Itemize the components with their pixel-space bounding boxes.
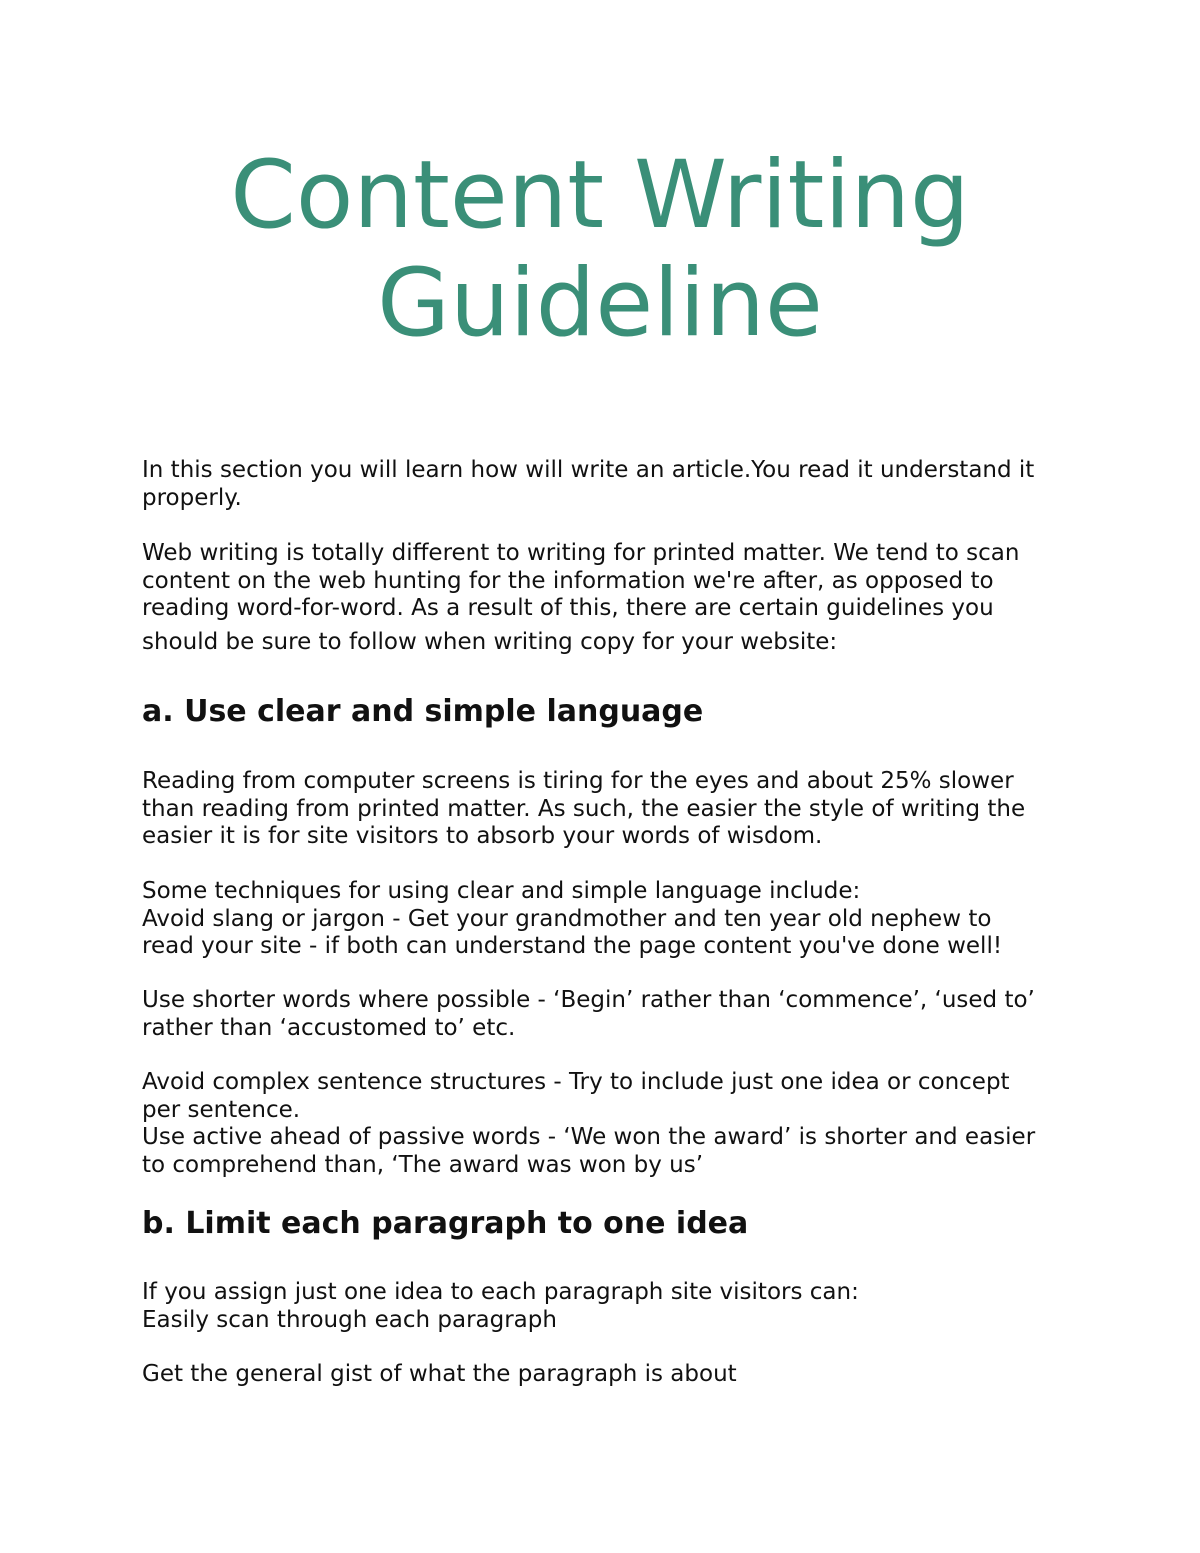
text-line: Avoid complex sentence structures - Try to include just one idea or concept [142,1069,1010,1095]
section-a-heading: a. Use clear and simple language [142,694,704,729]
section-b-paragraph-2 [142,1361,1082,1389]
section-a-paragraph-1 [142,768,1082,851]
text-line: content on the web hunting for the information we're after, as opposed to [142,567,994,594]
intro-paragraph [142,457,1082,512]
section-a-paragraph-2 [142,878,1082,961]
text-line: If you assign just one idea to each paragraph site visitors can: [142,1279,859,1305]
text-line: than reading from printed matter. As such, the easier the style of writing the [142,795,1026,822]
text-line: Use shorter words where possible - ‘Begin’ rather than ‘commence’, ‘used to’ [142,987,1035,1013]
text-line: reading word-for-word. As a result of this, there are certain guidelines you [142,595,994,621]
section-a-paragraph-3 [142,987,1082,1042]
title-line-1: Content Writing [230,141,970,250]
title-line-2: Guideline [377,249,823,358]
text-line: Web writing is totally different to writing for printed matter. We tend to scan [142,540,1020,566]
section-b-paragraph-1 [142,1279,1082,1334]
text-line: rather than ‘accustomed to’ etc. [142,1014,516,1041]
text-line: Some techniques for using clear and simple language include: [142,878,861,904]
text-line: Get the general gist of what the paragraph is about [142,1361,737,1387]
text-line: Easily scan through each paragraph [142,1306,557,1333]
text-line: In this section you will learn how will write an article.You read it understand it [142,457,1035,483]
text-line: Avoid slang or jargon - Get your grandmother and ten year old nephew to [142,905,992,932]
text-line: read your site - if both can understand the page content you've done well! [142,933,1003,959]
section-a-paragraph-4 [142,1069,1082,1179]
text-line: Reading from computer screens is tiring for the eyes and about 25% slower [142,768,1014,794]
text-line: to comprehend than, ‘The award was won by us’ [142,1151,704,1178]
text-line: Use active ahead of passive words - ‘We won the award’ is shorter and easier [142,1124,1036,1150]
text-line: easier it is for site visitors to absorb your words of wisdom. [142,823,823,849]
document-title [0,142,1200,358]
section-b-heading: b. Limit each paragraph to one idea [142,1206,749,1241]
text-line: should be sure to follow when writing copy for your website: [142,628,838,655]
web-writing-paragraph [142,540,1082,656]
text-line: properly. [142,484,242,511]
text-line: per sentence. [142,1096,301,1123]
